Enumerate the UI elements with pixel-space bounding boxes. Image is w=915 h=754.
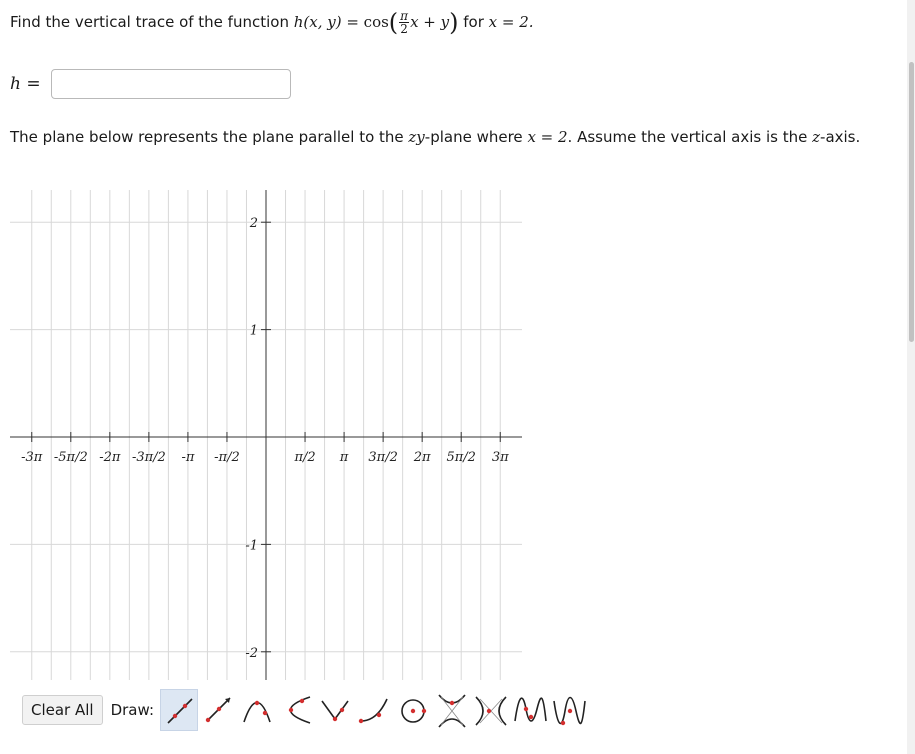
line-tool-icon[interactable]: [160, 689, 198, 731]
sine-wave-tool-icon[interactable]: [511, 689, 549, 731]
instructions-text: [10, 126, 890, 148]
y-tick-label: 2: [249, 216, 258, 232]
square-root-tool-icon[interactable]: [355, 689, 393, 731]
x-tick-label: π: [339, 450, 349, 465]
drawing-toolbar: [22, 688, 589, 732]
circle-tool-icon[interactable]: [394, 689, 432, 731]
instructions-plane: zy: [408, 128, 425, 146]
function-argument: x + y: [410, 13, 450, 31]
x-tick-label: 3π: [491, 450, 509, 465]
parabola-tool-icon[interactable]: [238, 689, 276, 731]
y-tick-label: -2: [245, 645, 258, 661]
draw-label: Draw:: [110, 701, 155, 719]
x-tick-label: 2π: [413, 450, 431, 465]
fraction-denominator: 2: [400, 22, 408, 36]
instructions-part4: -axis.: [820, 128, 861, 146]
pi-over-two-fraction: [399, 10, 409, 35]
close-paren: ): [449, 8, 459, 37]
x-tick-label: -2π: [99, 450, 121, 465]
x-tick-label: -5π/2: [53, 450, 88, 465]
absolute-value-tool-icon[interactable]: [316, 689, 354, 731]
x-tick-label: 5π/2: [446, 450, 476, 465]
fraction-numerator: π: [400, 9, 409, 23]
x-tick-label: π/2: [294, 450, 316, 465]
answer-input[interactable]: [51, 69, 291, 99]
clear-all-button[interactable]: Clear All: [22, 695, 103, 725]
cosine-wave-tool-icon[interactable]: [550, 689, 588, 731]
x-tick-label: -3π/2: [131, 450, 166, 465]
question-condition: x = 2.: [488, 13, 534, 31]
instructions-part1: The plane below represents the plane parallel to the: [10, 128, 409, 146]
ray-tool-icon[interactable]: [199, 689, 237, 731]
open-paren: (: [388, 8, 399, 37]
vertical-hyperbola-tool-icon[interactable]: [433, 689, 471, 731]
function-equals: = cos: [341, 13, 389, 31]
y-tick-label: -1: [245, 538, 258, 554]
question-text: [10, 8, 534, 38]
question-prefix: Find the vertical trace of the function: [10, 13, 294, 31]
x-tick-label: -π: [181, 450, 195, 465]
instructions-part3: . Assume the vertical axis is the: [567, 128, 813, 146]
tool-row: [160, 689, 589, 731]
y-tick-label: 1: [249, 323, 258, 339]
graph-canvas[interactable]: [0, 180, 540, 680]
x-tick-label: 3π/2: [368, 450, 398, 465]
horizontal-hyperbola-tool-icon[interactable]: [472, 689, 510, 731]
scrollbar-thumb[interactable]: [909, 62, 914, 342]
answer-label: h =: [10, 74, 41, 94]
sideways-parabola-tool-icon[interactable]: [277, 689, 315, 731]
instructions-zvar: z: [812, 128, 821, 146]
question-suffix: for: [458, 13, 489, 31]
axes: [10, 190, 522, 680]
instructions-part2: -plane where: [424, 128, 528, 146]
x-tick-label: -3π: [21, 450, 43, 465]
x-tick-label: -π/2: [214, 450, 240, 465]
answer-row: [10, 66, 291, 102]
tick-labels: [21, 216, 509, 661]
instructions-condition: x = 2: [527, 128, 568, 146]
function-name: h(x, y): [293, 13, 342, 31]
